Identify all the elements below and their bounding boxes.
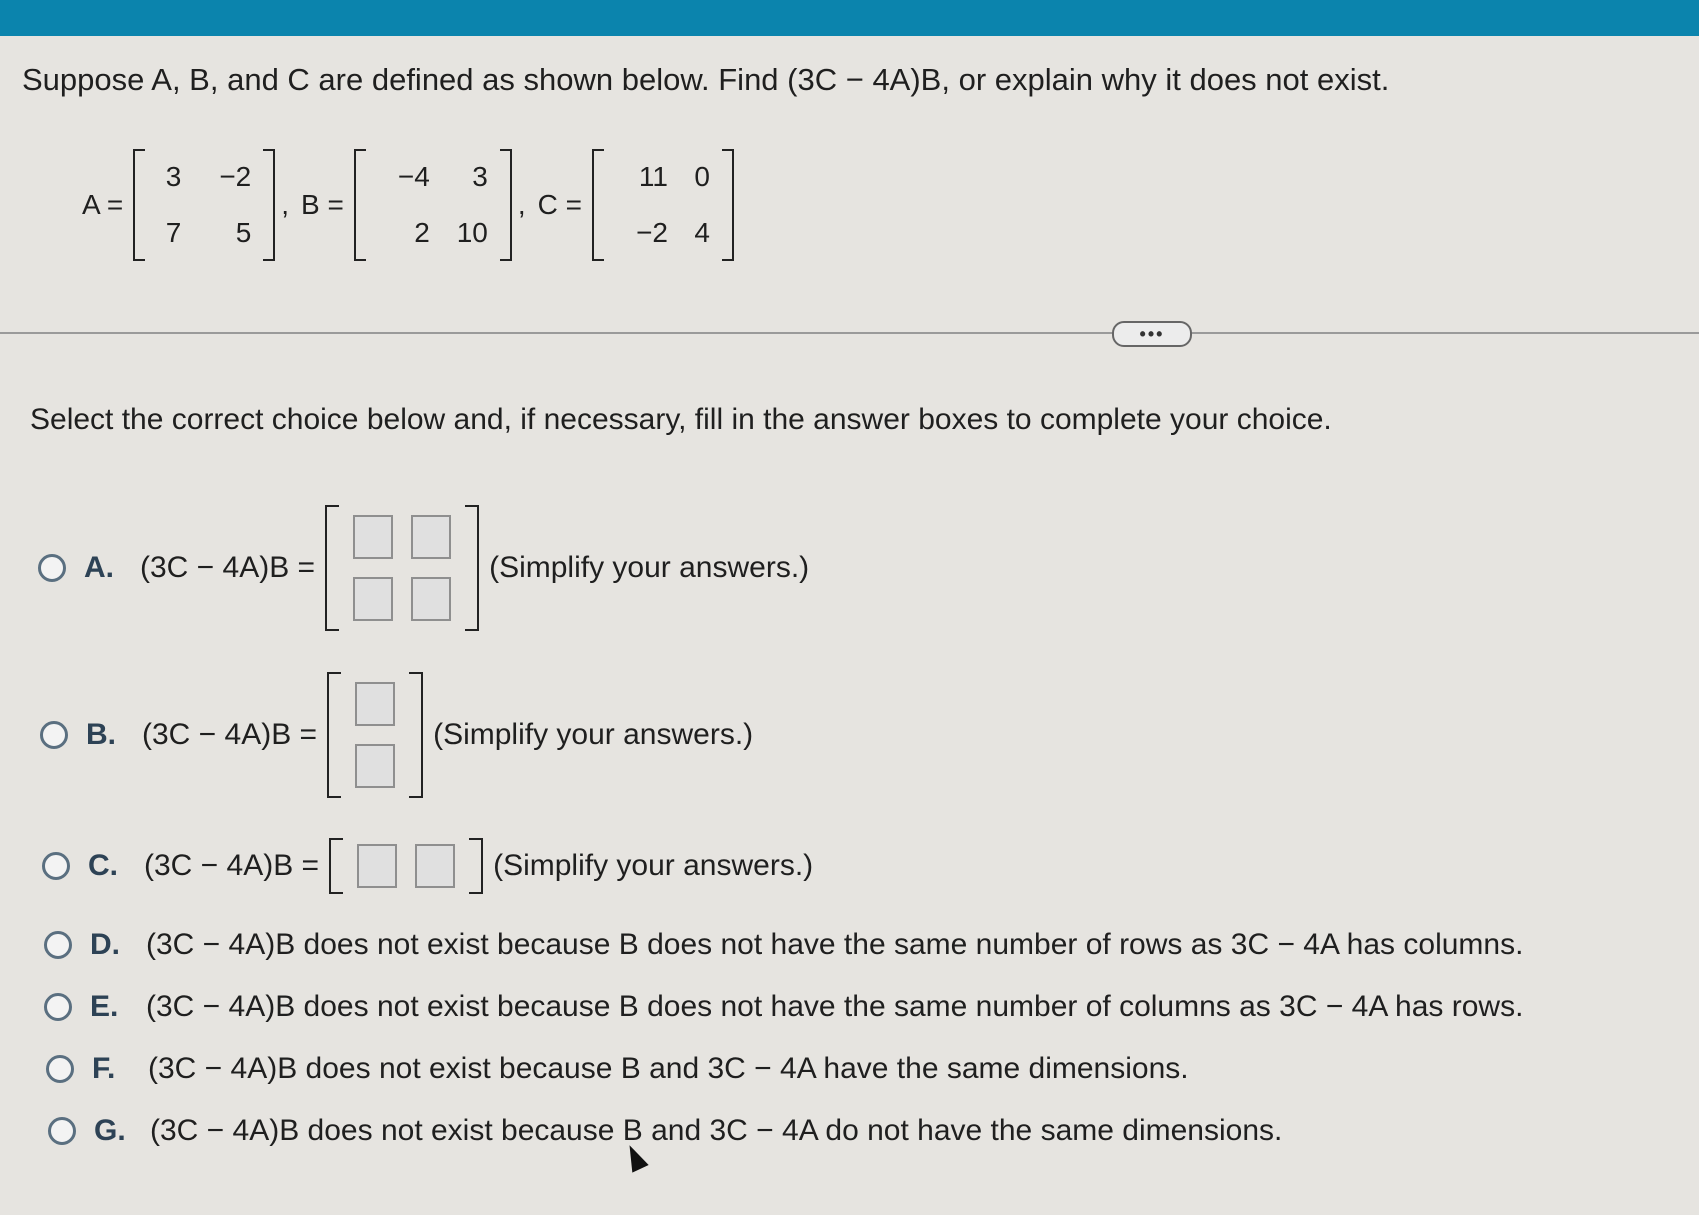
matrix-b [354, 149, 512, 261]
matrix-a-cell: 3 [165, 161, 182, 192]
choice-letter: D. [90, 928, 120, 961]
bracket-right [263, 149, 275, 261]
choice-b[interactable] [40, 672, 753, 798]
radio-button-g[interactable] [48, 1117, 76, 1145]
bracket-left [329, 838, 343, 894]
answer-box[interactable] [353, 577, 393, 621]
matrix-b-cell: 3 [472, 161, 488, 192]
matrix-b-label: B = [301, 189, 344, 220]
choice-expression: (3C − 4A)B = [144, 849, 320, 882]
choice-f[interactable] [46, 1052, 1199, 1086]
choice-text: (3C − 4A)B does not exist because B does not have the same number of columns as 3C − 4A has rows. [146, 990, 1524, 1023]
answer-box[interactable] [411, 515, 451, 559]
choice-letter: F. [92, 1052, 116, 1085]
matrix-c-cell: −2 [636, 217, 668, 248]
matrix-b-cell: 2 [414, 217, 430, 248]
bracket-left [133, 149, 145, 261]
simplify-hint: (Simplify your answers.) [433, 718, 754, 751]
answer-box[interactable] [355, 744, 395, 788]
choice-letter: G. [94, 1114, 126, 1147]
choice-text: (3C − 4A)B does not exist because B does not have the same number of rows as 3C − 4A has columns. [146, 928, 1524, 961]
matrix-b-cell: −4 [397, 161, 430, 192]
answer-box[interactable] [411, 577, 451, 621]
bracket-left [325, 505, 339, 631]
top-banner [0, 0, 1699, 36]
matrix-a-cell: 5 [235, 217, 252, 248]
section-divider [0, 332, 1699, 334]
choice-letter: E. [90, 990, 119, 1023]
bracket-left [592, 149, 604, 261]
matrix-c-cell: 0 [694, 161, 710, 192]
bracket-right [469, 838, 483, 894]
simplify-hint: (Simplify your answers.) [493, 849, 814, 882]
answer-box[interactable] [415, 844, 455, 888]
matrix-a [133, 149, 275, 261]
bracket-left [354, 149, 366, 261]
choice-expression: (3C − 4A)B = [142, 718, 318, 751]
radio-button-e[interactable] [44, 993, 72, 1021]
answer-matrix-2x1 [327, 672, 423, 798]
matrix-c-label: C = [537, 189, 582, 220]
matrix-a-cell: −2 [219, 161, 252, 192]
answer-box[interactable] [355, 682, 395, 726]
choice-g[interactable] [48, 1114, 1292, 1148]
matrix-a-cell: 7 [165, 217, 182, 248]
bracket-right [500, 149, 512, 261]
matrix-c [592, 149, 734, 261]
matrix-c-cell: 11 [638, 161, 668, 192]
answer-box[interactable] [353, 515, 393, 559]
separator: , [281, 189, 290, 220]
radio-button-c[interactable] [42, 852, 70, 880]
choice-e[interactable] [44, 990, 1533, 1024]
bracket-left [327, 672, 341, 798]
bracket-right [409, 672, 423, 798]
choice-d[interactable] [44, 928, 1533, 962]
choice-expression: (3C − 4A)B = [140, 551, 316, 584]
choice-text: (3C − 4A)B does not exist because B and 3C − 4A have the same dimensions. [148, 1052, 1189, 1085]
radio-button-a[interactable] [38, 554, 66, 582]
choice-a[interactable] [38, 505, 809, 631]
separator: , [517, 189, 526, 220]
choice-letter: B. [86, 718, 116, 751]
choice-text: (3C − 4A)B does not exist because B and 3C − 4A do not have the same dimensions. [150, 1114, 1283, 1147]
bracket-right [465, 505, 479, 631]
more-options-button[interactable]: ••• [1112, 321, 1192, 347]
radio-button-d[interactable] [44, 931, 72, 959]
radio-button-b[interactable] [40, 721, 68, 749]
answer-box[interactable] [357, 844, 397, 888]
answer-matrix-2x2 [325, 505, 479, 631]
radio-button-f[interactable] [46, 1055, 74, 1083]
matrix-a-label: A = [82, 189, 124, 220]
matrix-b-cell: 10 [456, 217, 488, 248]
instruction-text: Select the correct choice below and, if necessary, fill in the answer boxes to complete your choice. [30, 403, 1332, 436]
bracket-right [722, 149, 734, 261]
choice-letter: C. [88, 849, 118, 882]
problem-statement: Suppose A, B, and C are defined as shown below. Find (3C − 4A)B, or explain why it does not exist. [22, 62, 1390, 97]
matrix-c-cell: 4 [694, 217, 710, 248]
answer-matrix-1x2 [329, 838, 483, 894]
choice-letter: A. [84, 551, 114, 584]
simplify-hint: (Simplify your answers.) [489, 551, 810, 584]
choice-c[interactable] [42, 838, 813, 894]
matrix-definitions [82, 150, 734, 260]
